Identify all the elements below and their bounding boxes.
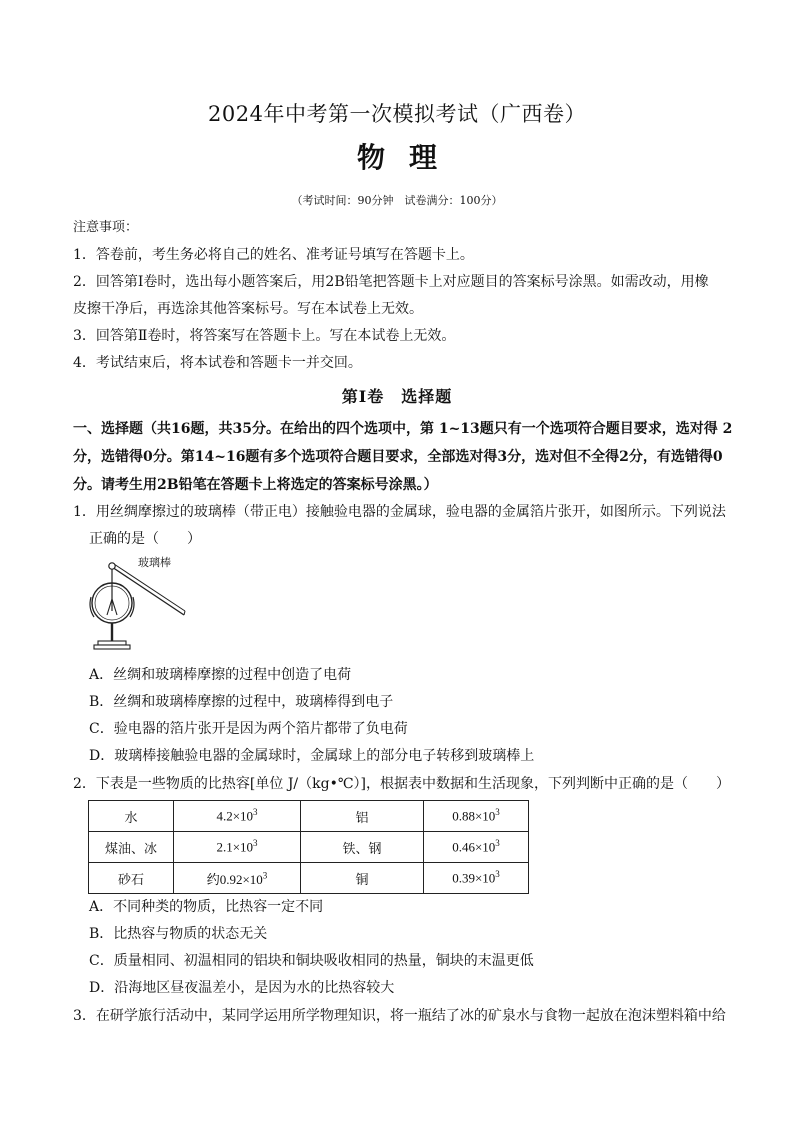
table-cell: $0.88\times 10^3$: [424, 801, 529, 832]
table-cell: 水: [89, 801, 174, 832]
option: A．不同种类的物质，比热容一定不同: [89, 899, 324, 915]
foil-left: [107, 599, 112, 615]
option: D．玻璃棒接触验电器的金属球时，金属球上的部分电子转移到玻璃棒上: [89, 748, 535, 764]
notes-heading: 注意事项：: [73, 220, 139, 235]
specific-heat-table: [88, 800, 529, 894]
table-cell: 砂石: [89, 863, 174, 894]
table-cell: 煤油、冰: [89, 832, 174, 863]
glass-rod: [112, 567, 184, 615]
table-cell: $4.2\times 10^3$: [174, 801, 301, 832]
note-item: 3．回答第Ⅱ卷时，将答案写在答题卡上。写在本试卷上无效。: [73, 328, 456, 344]
option: B．比热容与物质的状态无关: [89, 926, 268, 942]
table-row: [89, 832, 529, 863]
foil-right: [112, 599, 117, 615]
question-stem: 正确的是（ ）: [89, 531, 201, 547]
table-cell: $0.46\times 10^3$: [424, 832, 529, 863]
exam-info: （考试时间：90分钟 试卷满分：100分）: [291, 194, 503, 207]
exam-title: 2024年中考第一次模拟考试（广西卷）: [208, 102, 586, 126]
option: C．质量相同、初温相同的铝块和铜块吸收相同的热量，铜块的末温更低: [89, 953, 534, 969]
table-cell: 铁、钢: [301, 832, 424, 863]
table-cell: $2.1\times 10^3$: [174, 832, 301, 863]
table-row: [89, 863, 529, 894]
table-row: [89, 801, 529, 832]
question-stem: 1．用丝绸摩擦过的玻璃棒（带正电）接触验电器的金属球，验电器的金属箔片张开，如图所示。下列说法: [73, 504, 726, 520]
note-item: 皮擦干净后，再选涂其他答案标号。写在本试卷上无效。: [73, 301, 423, 317]
section-title: 第Ⅰ卷 选择题: [341, 387, 453, 406]
option: D．沿海地区昼夜温差小，是因为水的比热容较大: [89, 980, 395, 996]
option: A．丝绸和玻璃棒摩擦的过程中创造了电荷: [89, 667, 352, 683]
subject-title: 物理: [356, 141, 461, 174]
question-stem: 3．在研学旅行活动中，某同学运用所学物理知识，将一瓶结了冰的矿泉水与食物一起放在泡沫塑料箱中给: [73, 1008, 726, 1024]
note-item: 4．考试结束后，将本试卷和答题卡一并交回。: [73, 355, 362, 371]
table-cell: 铝: [301, 801, 424, 832]
table-cell: $0.39\times 10^3$: [424, 863, 529, 894]
electroscope-figure: [86, 553, 196, 657]
table-cell: 铜: [301, 863, 424, 894]
note-item: 1．答卷前，考生务必将自己的姓名、准考证号填写在答题卡上。: [73, 247, 474, 263]
note-item: 2．回答第Ⅰ卷时，选出每小题答案后，用2B铅笔把答题卡上对应题目的答案标号涂黑。如需改动，用橡: [73, 274, 709, 290]
section-instructions: 分，选错得0分。第14~16题有多个选项符合题目要求，全部选对得3分，选对但不全得2分，有选错得0: [73, 449, 723, 465]
option: C．验电器的箔片张开是因为两个箔片都带了负电荷: [89, 721, 408, 737]
metal-ball: [109, 563, 115, 569]
option: B．丝绸和玻璃棒摩擦的过程中，玻璃棒得到电子: [89, 694, 394, 710]
section-instructions: 一、选择题（共16题，共35分。在给出的四个选项中，第 1~13题只有一个选项符合题目要求，选对得 2: [73, 421, 733, 437]
table-cell: 约$0.92\times 10^3$: [174, 863, 301, 894]
section-instructions: 分。请考生用2B铅笔在答题卡上将选定的答案标号涂黑。）: [73, 477, 438, 493]
figure-label: 玻璃棒: [138, 556, 171, 569]
question-stem: 2．下表是一些物质的比热容[单位 J/（kg•℃）]，根据表中数据和生活现象，下列判断中正确的是（ ）: [73, 776, 730, 792]
